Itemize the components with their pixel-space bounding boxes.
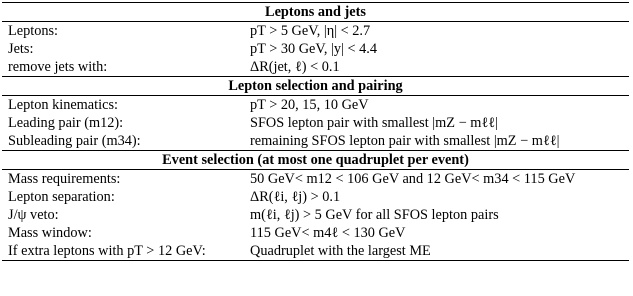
table-row: [2, 242, 629, 260]
table-row: [2, 40, 629, 58]
table-row: [2, 132, 629, 150]
row-label: J/ψ veto:: [8, 207, 59, 223]
table-row: [2, 224, 629, 242]
row-value: pT > 30 GeV, |y| < 4.4: [250, 41, 377, 57]
section-header: Leptons and jets: [265, 4, 366, 20]
row-value: SFOS lepton pair with smallest |mZ − mℓℓ|: [250, 115, 498, 131]
row-label: If extra leptons with pT > 12 GeV:: [8, 243, 206, 259]
row-value: 50 GeV< m12 < 106 GeV and 12 GeV< m34 < 115 GeV: [250, 171, 576, 187]
row-label: remove jets with:: [8, 59, 108, 75]
row-label: Lepton kinematics:: [8, 97, 118, 113]
row-label: Lepton separation:: [8, 189, 115, 205]
row-label: Leptons:: [8, 23, 59, 39]
row-value: remaining SFOS lepton pair with smallest |mZ − mℓℓ|: [250, 133, 560, 149]
table-row: [2, 58, 629, 76]
section-header: Lepton selection and pairing: [228, 78, 403, 94]
row-value: pT > 5 GeV, |η| < 2.7: [250, 23, 371, 39]
row-label: Mass requirements:: [8, 171, 121, 187]
table-row: [2, 188, 629, 206]
row-value: ΔR(jet, ℓ) < 0.1: [250, 59, 340, 75]
row-value: pT > 20, 15, 10 GeV: [250, 97, 369, 113]
row-label: Subleading pair (m34):: [8, 133, 141, 149]
selection-table: [2, 2, 629, 261]
row-label: Mass window:: [8, 225, 92, 241]
row-value: m(ℓi, ℓj) > 5 GeV for all SFOS lepton pairs: [250, 207, 499, 223]
row-label: Jets:: [8, 41, 34, 57]
section-header: Event selection (at most one quadruplet per event): [162, 152, 469, 168]
row-value: ΔR(ℓi, ℓj) > 0.1: [250, 189, 341, 205]
table-bottom-rule: [2, 260, 629, 261]
row-label: Leading pair (m12):: [8, 115, 124, 131]
table-row: [2, 22, 629, 40]
table-row: [2, 114, 629, 132]
row-value: Quadruplet with the largest ME: [250, 243, 431, 259]
table-row: [2, 96, 629, 114]
table-row: [2, 206, 629, 224]
row-value: 115 GeV< m4ℓ < 130 GeV: [250, 225, 406, 241]
table-row: [2, 170, 629, 188]
